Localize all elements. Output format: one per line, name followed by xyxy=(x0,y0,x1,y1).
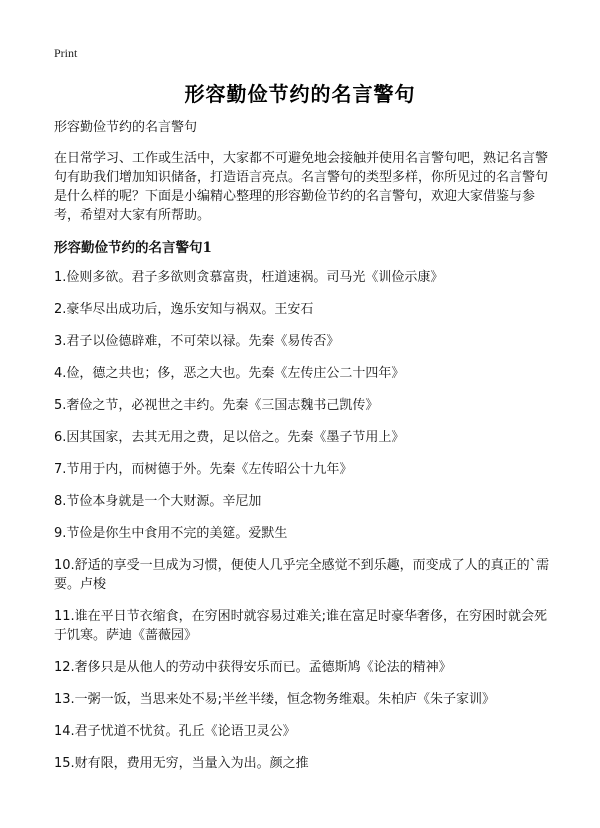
quote-item: 14.君子忧道不忧贫。孔丘《论语卫灵公》 xyxy=(54,724,296,739)
quote-item: 11.谁在平日节衣缩食，在穷困时就容易过难关;谁在富足时豪华奢侈，在穷困时就会死于饥寒。萨迪《蔷薇园》 xyxy=(54,609,548,643)
quote-item: 6.因其国家，去其无用之费，足以倍之。先秦《墨子节用上》 xyxy=(54,430,405,445)
quote-item: 7.节用于内，而树德于外。先秦《左传昭公十九年》 xyxy=(54,462,353,477)
quote-list xyxy=(54,268,554,773)
document-subtitle: 形容勤俭节约的名言警句 xyxy=(54,120,198,135)
quote-item: 13.一粥一饭，当思来处不易;半丝半缕，恒念物务维艰。朱柏庐《朱子家训》 xyxy=(54,692,496,707)
section-heading: 形容勤俭节约的名言警句1 xyxy=(54,240,212,256)
document-body xyxy=(54,118,554,786)
quote-item: 15.财有限，费用无穷，当量入为出。颜之推 xyxy=(54,756,309,771)
intro-paragraph: 在日常学习、工作或生活中，大家都不可避免地会接触并使用名言警句吧，熟记名言警句有助我们增加知识储备，打造语言亮点。名言警句的类型多样，你所见过的名言警句是什么样的呢？下面是小编精心整理的形容勤俭节约的名言警句，欢迎大家借鉴与参考，希望对大家有所帮助。 xyxy=(54,151,549,223)
quote-item: 5.奢俭之节，必视世之丰约。先秦《三国志魏书己凯传》 xyxy=(54,398,379,413)
quote-item: 2.豪华尽出成功后，逸乐安知与祸双。王安石 xyxy=(54,302,314,317)
quote-item: 10.舒适的享受一旦成为习惯，便使人几乎完全感觉不到乐趣，而变成了人的真正的`需要。卢梭 xyxy=(54,558,550,592)
print-link[interactable]: Print xyxy=(54,46,78,60)
quote-item: 3.君子以俭德辟难，不可荣以禄。先秦《易传否》 xyxy=(54,334,340,349)
page-title: 形容勤俭节约的名言警句 xyxy=(184,82,416,106)
quote-item: 1.俭则多欲。君子多欲则贪慕富贵，枉道速祸。司马光《训俭示康》 xyxy=(54,270,444,285)
quote-item: 4.俭，德之共也；侈，恶之大也。先秦《左传庄公二十四年》 xyxy=(54,366,405,381)
quote-item: 8.节俭本身就是一个大财源。辛尼加 xyxy=(54,494,262,509)
quote-item: 12.奢侈只是从他人的劳动中获得安乐而已。孟德斯鸠《论法的精神》 xyxy=(54,660,452,675)
quote-item: 9.节俭是你生中食用不完的美筵。爱默生 xyxy=(54,526,288,541)
